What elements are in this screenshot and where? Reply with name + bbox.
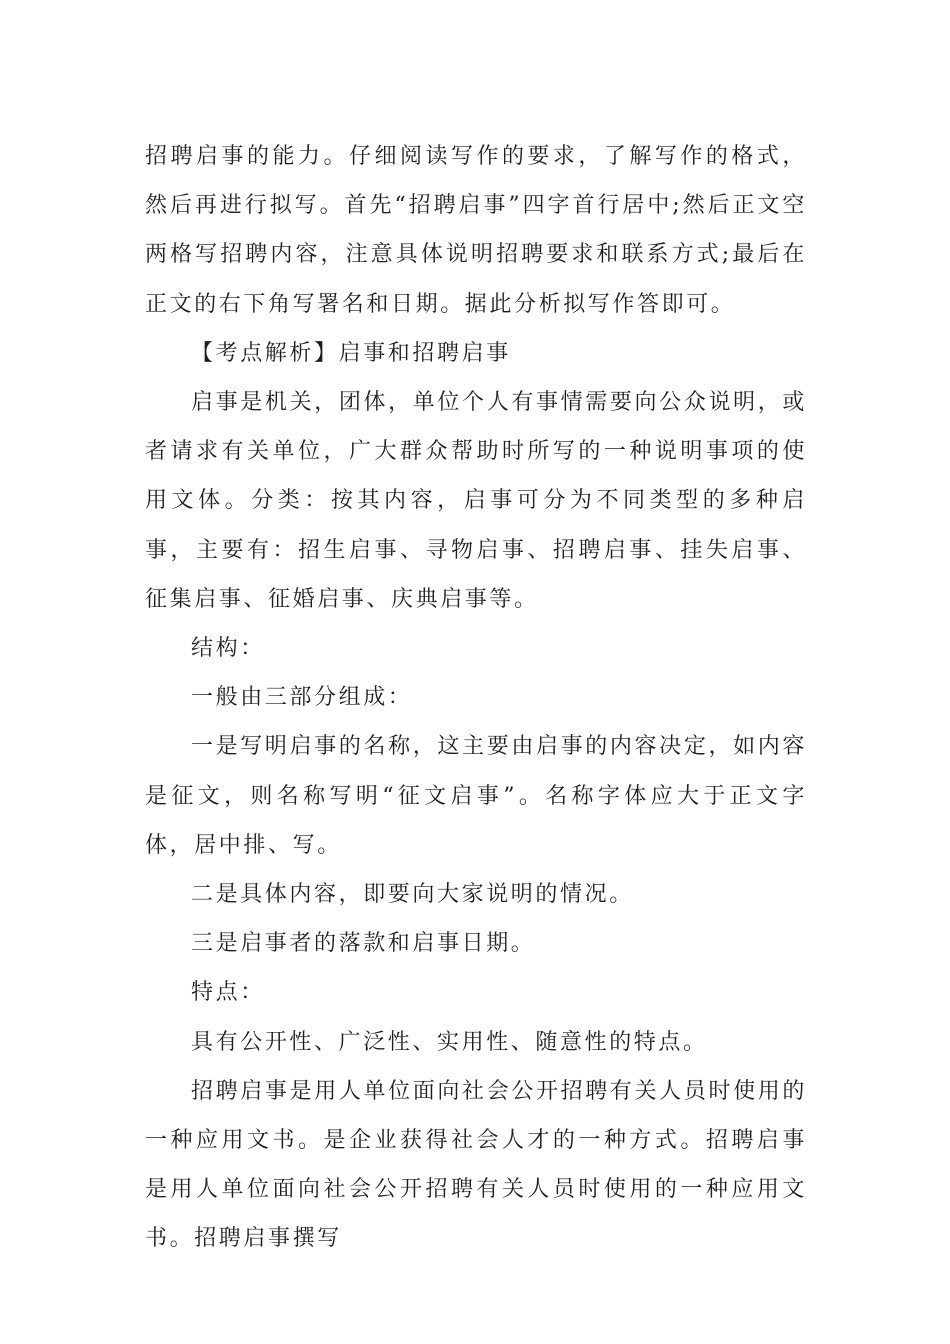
section-heading-key-points: 【考点解析】启事和招聘启事	[191, 340, 511, 366]
paragraph-features-label: 特点：	[191, 980, 265, 1006]
paragraph-structure-part-two: 二是具体内容，即要向大家说明的情况。	[191, 882, 634, 908]
paragraph-structure-part-one: 一是写明启事的名称，这主要由启事的内容决定，如内容是征文，则名称写明“征文启事”。名称字体应大于正文字体，居中排、写。	[145, 734, 807, 858]
paragraph-definition: 启事是机关，团体，单位个人有事情需要向公众说明，或者请求有关单位，广大群众帮助时所写的一种说明事项的使用文体。分类：按其内容，启事可分为不同类型的多种启事，主要有：招生启事、寻物启事、招聘启事、挂失启事、征集启事、征婚启事、庆典启事等。	[145, 390, 807, 612]
paragraph-structure-summary: 一般由三部分组成：	[191, 685, 413, 711]
paragraph-features: 具有公开性、广泛性、实用性、随意性的特点。	[191, 1029, 708, 1055]
paragraph-structure-part-three: 三是启事者的落款和启事日期。	[191, 931, 536, 957]
paragraph-structure-label: 结构：	[191, 636, 265, 662]
paragraph-intro-continuation: 招聘启事的能力。仔细阅读写作的要求，了解写作的格式，然后再进行拟写。首先“招聘启事”四字首行居中;然后正文空两格写招聘内容，注意具体说明招聘要求和联系方式;最后在正文的右下角写署名和日期。据此分析拟写作答即可。	[145, 144, 807, 317]
document-body	[145, 132, 807, 1264]
paragraph-recruitment-notice: 招聘启事是用人单位面向社会公开招聘有关人员时使用的一种应用文书。是企业获得社会人才的一种方式。招聘启事是用人单位面向社会公开招聘有关人员时使用的一种应用文书。招聘启事撰写	[145, 1078, 807, 1252]
